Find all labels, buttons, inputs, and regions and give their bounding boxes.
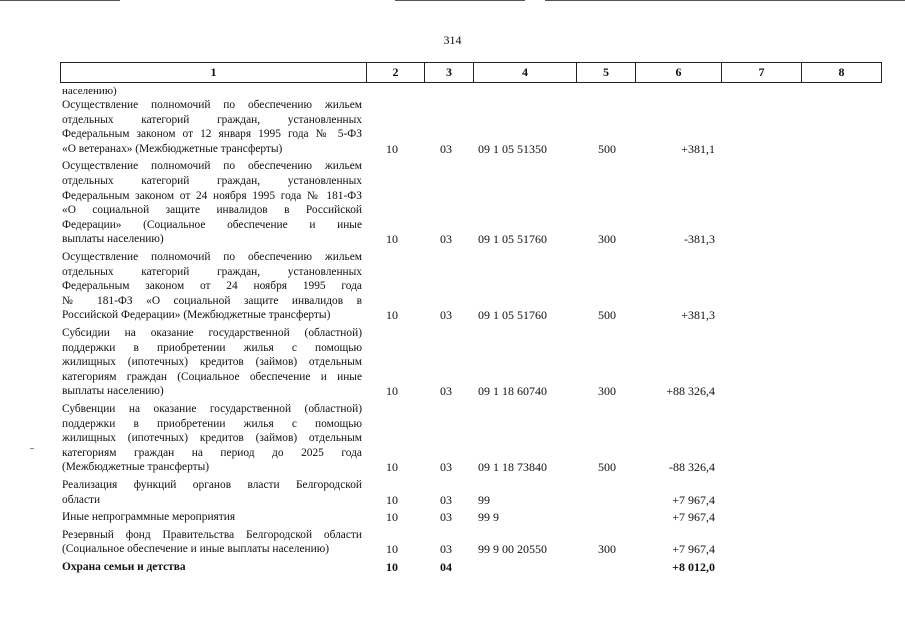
row-values <box>0 542 905 557</box>
description-line: Субвенции на оказание государственной (областной) <box>62 403 362 415</box>
continuation-text: населению) <box>62 85 117 97</box>
expense-type-code: 300 <box>598 542 616 557</box>
description-line: Субсидии на оказание государственной (областной) <box>62 327 362 339</box>
description-line: Охрана семьи и детства <box>62 561 186 573</box>
description-line: Федеральным законом от 24 ноября 1995 года <box>62 280 362 293</box>
amount-value: +381,3 <box>681 308 715 323</box>
amount-value: +7 967,4 <box>672 542 715 557</box>
amount-value: -381,3 <box>684 232 715 247</box>
table-header <box>60 62 882 83</box>
section-code: 10 <box>386 460 398 475</box>
page-number: 314 <box>443 33 462 47</box>
amount-value: +7 967,4 <box>672 510 715 525</box>
row-values <box>0 142 905 157</box>
header-col-6: 6 <box>635 63 721 82</box>
section-code: 10 <box>386 542 398 557</box>
row-values <box>0 560 905 575</box>
scan-artifact <box>545 0 905 1</box>
row-values <box>0 232 905 247</box>
amount-value: +7 967,4 <box>672 492 715 507</box>
description-line: жилищных (ипотечных) кредитов (займов) отдельным <box>62 356 362 369</box>
scan-artifact <box>0 0 120 1</box>
row-values <box>0 384 905 399</box>
target-article-code: 99 9 00 20550 <box>478 542 547 557</box>
amount-value: +8 012,0 <box>672 560 715 574</box>
description-line: Реализация функций органов власти Белгородской <box>62 479 362 491</box>
target-article-code: 09 1 05 51350 <box>478 141 547 156</box>
subsection-code: 03 <box>440 542 452 557</box>
row-values <box>0 308 905 323</box>
description-line: поддержки в приобретении жилья с помощью <box>62 417 362 430</box>
section-code: 10 <box>386 560 398 574</box>
target-article-code: 09 1 05 51760 <box>478 232 547 247</box>
target-article-code: 99 <box>478 492 490 507</box>
description-line: (Межбюджетные трансферты) <box>62 461 210 474</box>
expense-type-code: 300 <box>598 232 616 247</box>
scan-artifact <box>30 448 34 449</box>
description-line: Федеральным законом от 12 января 1995 года № 5-ФЗ <box>62 128 362 141</box>
description-line: Осуществление полномочий по обеспечению жильем <box>62 251 362 263</box>
header-col-5: 5 <box>576 63 635 82</box>
row-values <box>0 460 905 475</box>
description-line: «О социальной защите инвалидов в Российской <box>62 204 362 217</box>
target-article-code: 09 1 18 73840 <box>478 460 547 475</box>
description-line: жилищных (ипотечных) кредитов (займов) отдельным <box>62 432 362 445</box>
target-article-code: 09 1 05 51760 <box>478 308 547 323</box>
expense-type-code: 500 <box>598 141 616 156</box>
header-col-7: 7 <box>721 63 801 82</box>
description-line: области <box>62 493 101 506</box>
section-code: 10 <box>386 141 398 156</box>
row-values <box>0 510 905 525</box>
row-values <box>0 493 905 508</box>
description-line: Федеральным законом от 24 ноября 1995 года № 181-ФЗ <box>62 189 362 202</box>
subsection-code: 03 <box>440 460 452 475</box>
section-code: 10 <box>386 492 398 507</box>
subsection-code: 03 <box>440 384 452 399</box>
description-line: Российской Федерации» (Межбюджетные трансферты) <box>62 309 331 322</box>
description-line: Осуществление полномочий по обеспечению жильем <box>62 99 362 111</box>
expense-type-code: 500 <box>598 460 616 475</box>
description-line: категориям граждан (Социальное обеспечение и иные <box>62 370 362 383</box>
target-article-code: 99 9 <box>478 510 499 525</box>
section-code: 10 <box>386 232 398 247</box>
scan-artifact <box>395 0 525 1</box>
amount-value: +88 326,4 <box>666 384 715 399</box>
section-code: 10 <box>386 384 398 399</box>
expense-type-code: 300 <box>598 384 616 399</box>
description-line: отдельных категорий граждан, установленных <box>62 174 362 187</box>
description-line: отдельных категорий граждан, установленных <box>62 113 362 126</box>
header-col-4: 4 <box>473 63 576 82</box>
subsection-code: 03 <box>440 510 452 525</box>
description-line: категориям граждан на период до 2025 года <box>62 446 362 459</box>
description-line: Федерации» (Социальное обеспечение и иные <box>62 218 362 231</box>
subsection-code: 04 <box>440 560 452 574</box>
description-line: Осуществление полномочий по обеспечению жильем <box>62 160 362 173</box>
description-line: № 181-ФЗ «О социальной защите инвалидов в <box>62 294 362 307</box>
header-col-8: 8 <box>801 63 881 82</box>
description-line: выплаты населению) <box>62 385 164 398</box>
section-code: 10 <box>386 510 398 525</box>
header-col-1: 1 <box>210 65 217 79</box>
description-line: Иные непрограммные мероприятия <box>62 511 236 524</box>
subsection-code: 03 <box>440 232 452 247</box>
subsection-code: 03 <box>440 492 452 507</box>
subsection-code: 03 <box>440 141 452 156</box>
header-col-3: 3 <box>424 63 473 82</box>
description-line: (Социальное обеспечение и иные выплаты населению) <box>62 543 330 556</box>
description-line: поддержки в приобретении жилья с помощью <box>62 341 362 354</box>
amount-value: -88 326,4 <box>669 460 715 475</box>
expense-type-code: 500 <box>598 308 616 323</box>
header-col-2: 2 <box>366 63 424 82</box>
section-code: 10 <box>386 308 398 323</box>
description-line: «О ветеранах» (Межбюджетные трансферты) <box>62 142 283 155</box>
target-article-code: 09 1 18 60740 <box>478 384 547 399</box>
description-line: отдельных категорий граждан, установленных <box>62 265 362 278</box>
description-line: выплаты населению) <box>62 233 164 246</box>
amount-value: +381,1 <box>681 141 715 156</box>
subsection-code: 03 <box>440 308 452 323</box>
description-line: Резервный фонд Правительства Белгородской области <box>62 528 362 541</box>
